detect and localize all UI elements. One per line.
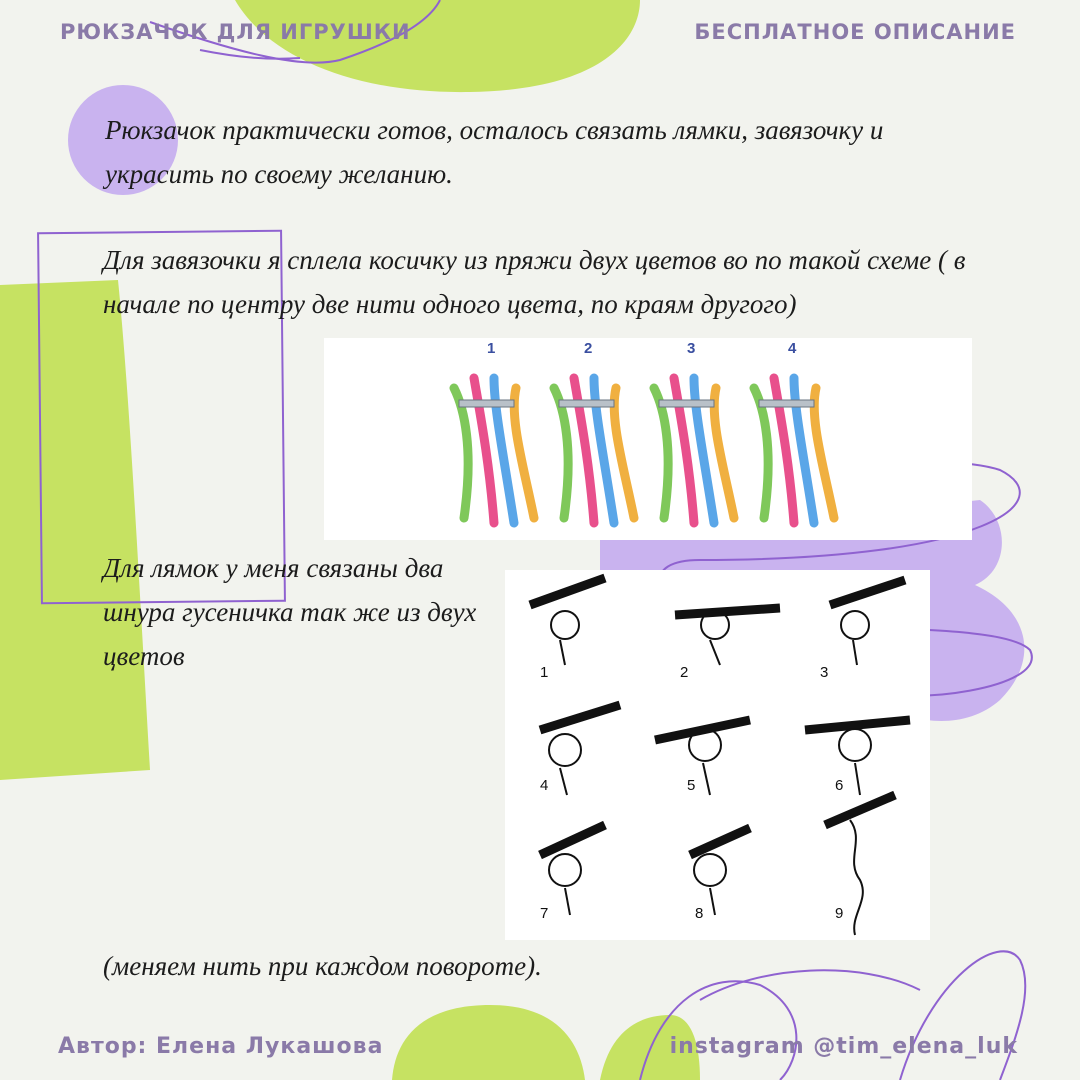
braid-step-1: 1 xyxy=(487,340,496,357)
paragraph-intro: Рюкзачок практически готов, осталось связать лямки, завязочку и украсить по своему желанию. xyxy=(105,115,884,189)
crochet-step-6: 6 xyxy=(835,777,844,794)
paragraph-braid: Для завязочки я сплела косичку из пряжи двух цветов во по такой схеме ( в начале по центру две нити одного цвета, по краям другого) xyxy=(103,245,966,319)
header-title-left: РЮКЗАЧОК ДЛЯ ИГРУШКИ xyxy=(60,20,411,44)
crochet-cord-diagram xyxy=(505,570,930,940)
paragraph-straps: Для лямок у меня связаны два шнура гусеничка так же из двух цветов xyxy=(103,553,477,671)
crochet-step-5: 5 xyxy=(687,777,696,794)
braid-step-2: 2 xyxy=(584,340,593,357)
paragraph-note: (меняем нить при каждом повороте). xyxy=(103,951,542,981)
braid-step-3: 3 xyxy=(687,340,696,357)
footer-instagram: instagram @tim_elena_luk xyxy=(669,1034,1018,1059)
lime-blob-top xyxy=(235,0,640,92)
crochet-step-3: 3 xyxy=(820,664,829,681)
lime-blob-bottom xyxy=(392,1005,585,1080)
crochet-cord-art xyxy=(505,570,930,940)
braid-diagram-art xyxy=(324,338,972,540)
crochet-step-7: 7 xyxy=(540,905,549,922)
header-title-right: БЕСПЛАТНОЕ ОПИСАНИЕ xyxy=(694,20,1016,44)
purple-line-top2 xyxy=(200,50,300,59)
lime-block-left xyxy=(0,280,150,780)
braid-step-4: 4 xyxy=(788,340,797,357)
footer-author: Автор: Елена Лукашова xyxy=(58,1034,384,1059)
crochet-step-9: 9 xyxy=(835,905,844,922)
purple-scribble-bottom2 xyxy=(900,951,1025,1080)
crochet-step-4: 4 xyxy=(540,777,549,794)
crochet-step-1: 1 xyxy=(540,664,549,681)
braid-diagram xyxy=(324,338,972,540)
crochet-step-2: 2 xyxy=(680,664,689,681)
crochet-step-8: 8 xyxy=(695,905,704,922)
